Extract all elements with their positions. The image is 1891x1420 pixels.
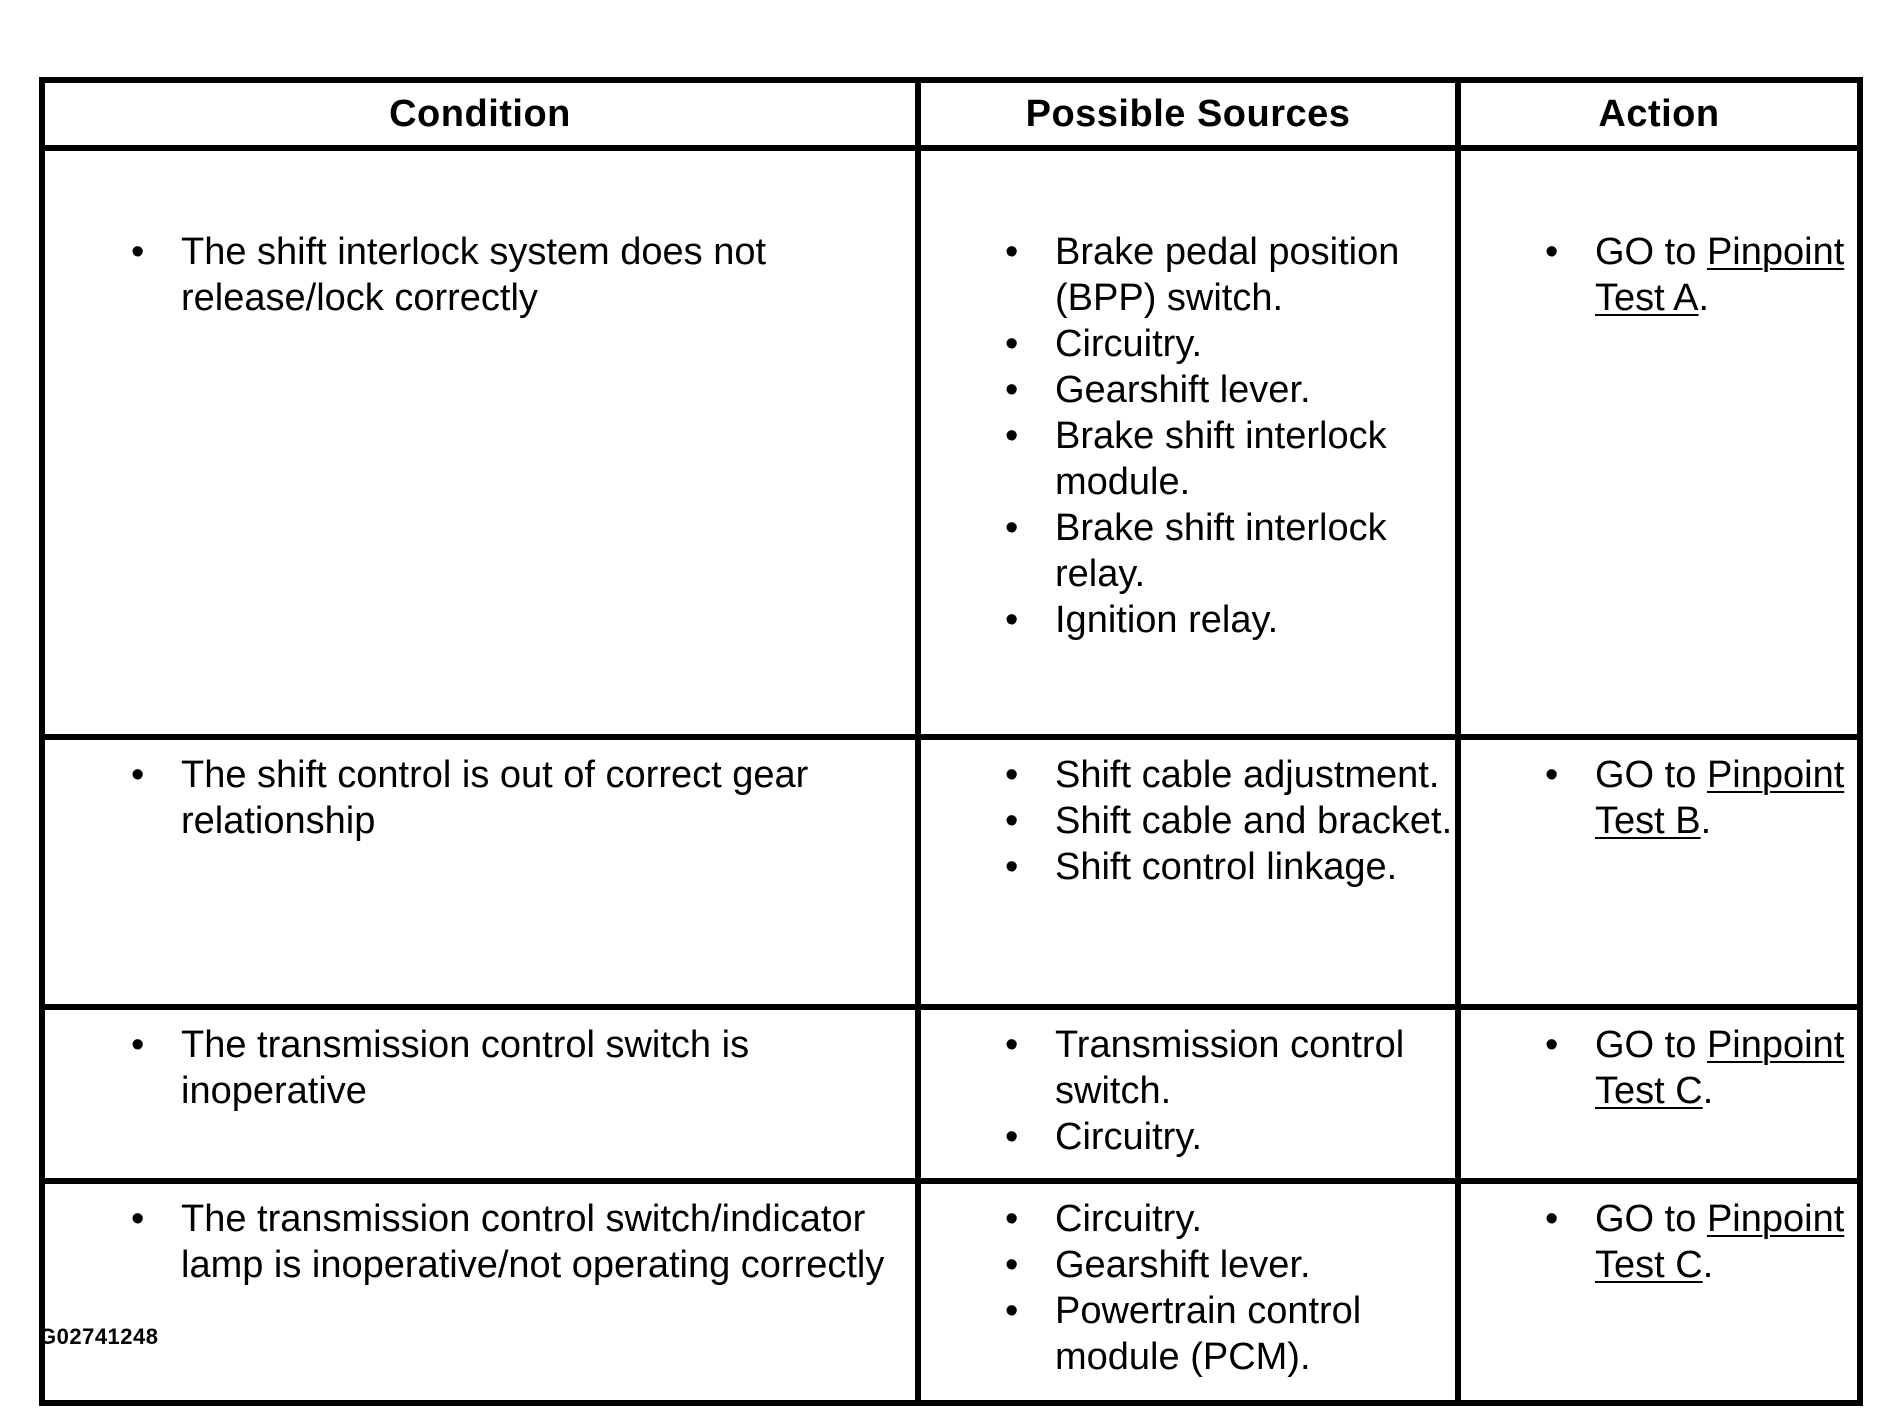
source-item: • Shift cable adjustment. bbox=[921, 752, 1455, 798]
sources-cell bbox=[918, 737, 1458, 1007]
action-cell bbox=[1458, 737, 1860, 1007]
source-item: • Brake shift interlock module. bbox=[921, 413, 1455, 505]
header-condition: Condition bbox=[42, 80, 918, 148]
action-item bbox=[1461, 752, 1857, 844]
action-suffix: . bbox=[1702, 1244, 1714, 1286]
source-item: • Circuitry. bbox=[921, 321, 1455, 367]
source-item: • Gearshift lever. bbox=[921, 1242, 1455, 1288]
condition-cell bbox=[42, 737, 918, 1007]
condition-cell bbox=[42, 1181, 918, 1403]
source-item: • Circuitry. bbox=[921, 1196, 1455, 1242]
header-action: Action bbox=[1458, 80, 1860, 148]
pinpoint-test-a-link[interactable]: Pinpoint Test A bbox=[1595, 231, 1845, 319]
action-prefix: GO to bbox=[1595, 754, 1697, 796]
table-row bbox=[42, 737, 1860, 1007]
table-header-row bbox=[42, 80, 1860, 148]
pinpoint-test-c-link[interactable]: Pinpoint Test C bbox=[1595, 1024, 1845, 1112]
source-item: • Powertrain control module (PCM). bbox=[921, 1288, 1455, 1380]
pinpoint-test-c-link[interactable]: Pinpoint Test C bbox=[1595, 1198, 1845, 1286]
condition-text: • The shift control is out of correct gear relationship bbox=[45, 752, 915, 844]
source-item: • Ignition relay. bbox=[921, 597, 1455, 643]
action-item bbox=[1461, 229, 1857, 321]
action-suffix: . bbox=[1702, 1070, 1714, 1112]
sources-cell bbox=[918, 1007, 1458, 1181]
diagnostic-table bbox=[39, 77, 1863, 1406]
action-prefix: GO to bbox=[1595, 1198, 1697, 1240]
source-item: • Brake shift interlock relay. bbox=[921, 505, 1455, 597]
action-cell bbox=[1458, 148, 1860, 737]
action-suffix: . bbox=[1698, 277, 1710, 319]
action-cell bbox=[1458, 1007, 1860, 1181]
action-cell bbox=[1458, 1181, 1860, 1403]
figure-id: G02741248 bbox=[39, 1324, 159, 1349]
table-row bbox=[42, 1007, 1860, 1181]
source-item: • Transmission control switch. bbox=[921, 1022, 1455, 1114]
action-item bbox=[1461, 1196, 1857, 1288]
sources-cell bbox=[918, 1181, 1458, 1403]
action-suffix: . bbox=[1700, 800, 1712, 842]
condition-text: • The shift interlock system does not release/lock correctly bbox=[45, 229, 915, 321]
condition-cell bbox=[42, 1007, 918, 1181]
table-row bbox=[42, 1181, 1860, 1403]
pinpoint-test-b-link[interactable]: Pinpoint Test B bbox=[1595, 754, 1845, 842]
sources-cell bbox=[918, 148, 1458, 737]
header-possible-sources: Possible Sources bbox=[918, 80, 1458, 148]
source-item: • Shift cable and bracket. bbox=[921, 798, 1455, 844]
source-item: • Brake pedal position (BPP) switch. bbox=[921, 229, 1455, 321]
source-item: • Gearshift lever. bbox=[921, 367, 1455, 413]
source-item: • Circuitry. bbox=[921, 1114, 1455, 1160]
condition-cell bbox=[42, 148, 918, 737]
table-row bbox=[42, 148, 1860, 737]
source-item: • Shift control linkage. bbox=[921, 844, 1455, 890]
action-item bbox=[1461, 1022, 1857, 1114]
action-prefix: GO to bbox=[1595, 231, 1697, 273]
condition-text: • The transmission control switch is inoperative bbox=[45, 1022, 915, 1114]
condition-text: • The transmission control switch/indicator lamp is inoperative/not operating correctly bbox=[45, 1196, 915, 1288]
action-prefix: GO to bbox=[1595, 1024, 1697, 1066]
